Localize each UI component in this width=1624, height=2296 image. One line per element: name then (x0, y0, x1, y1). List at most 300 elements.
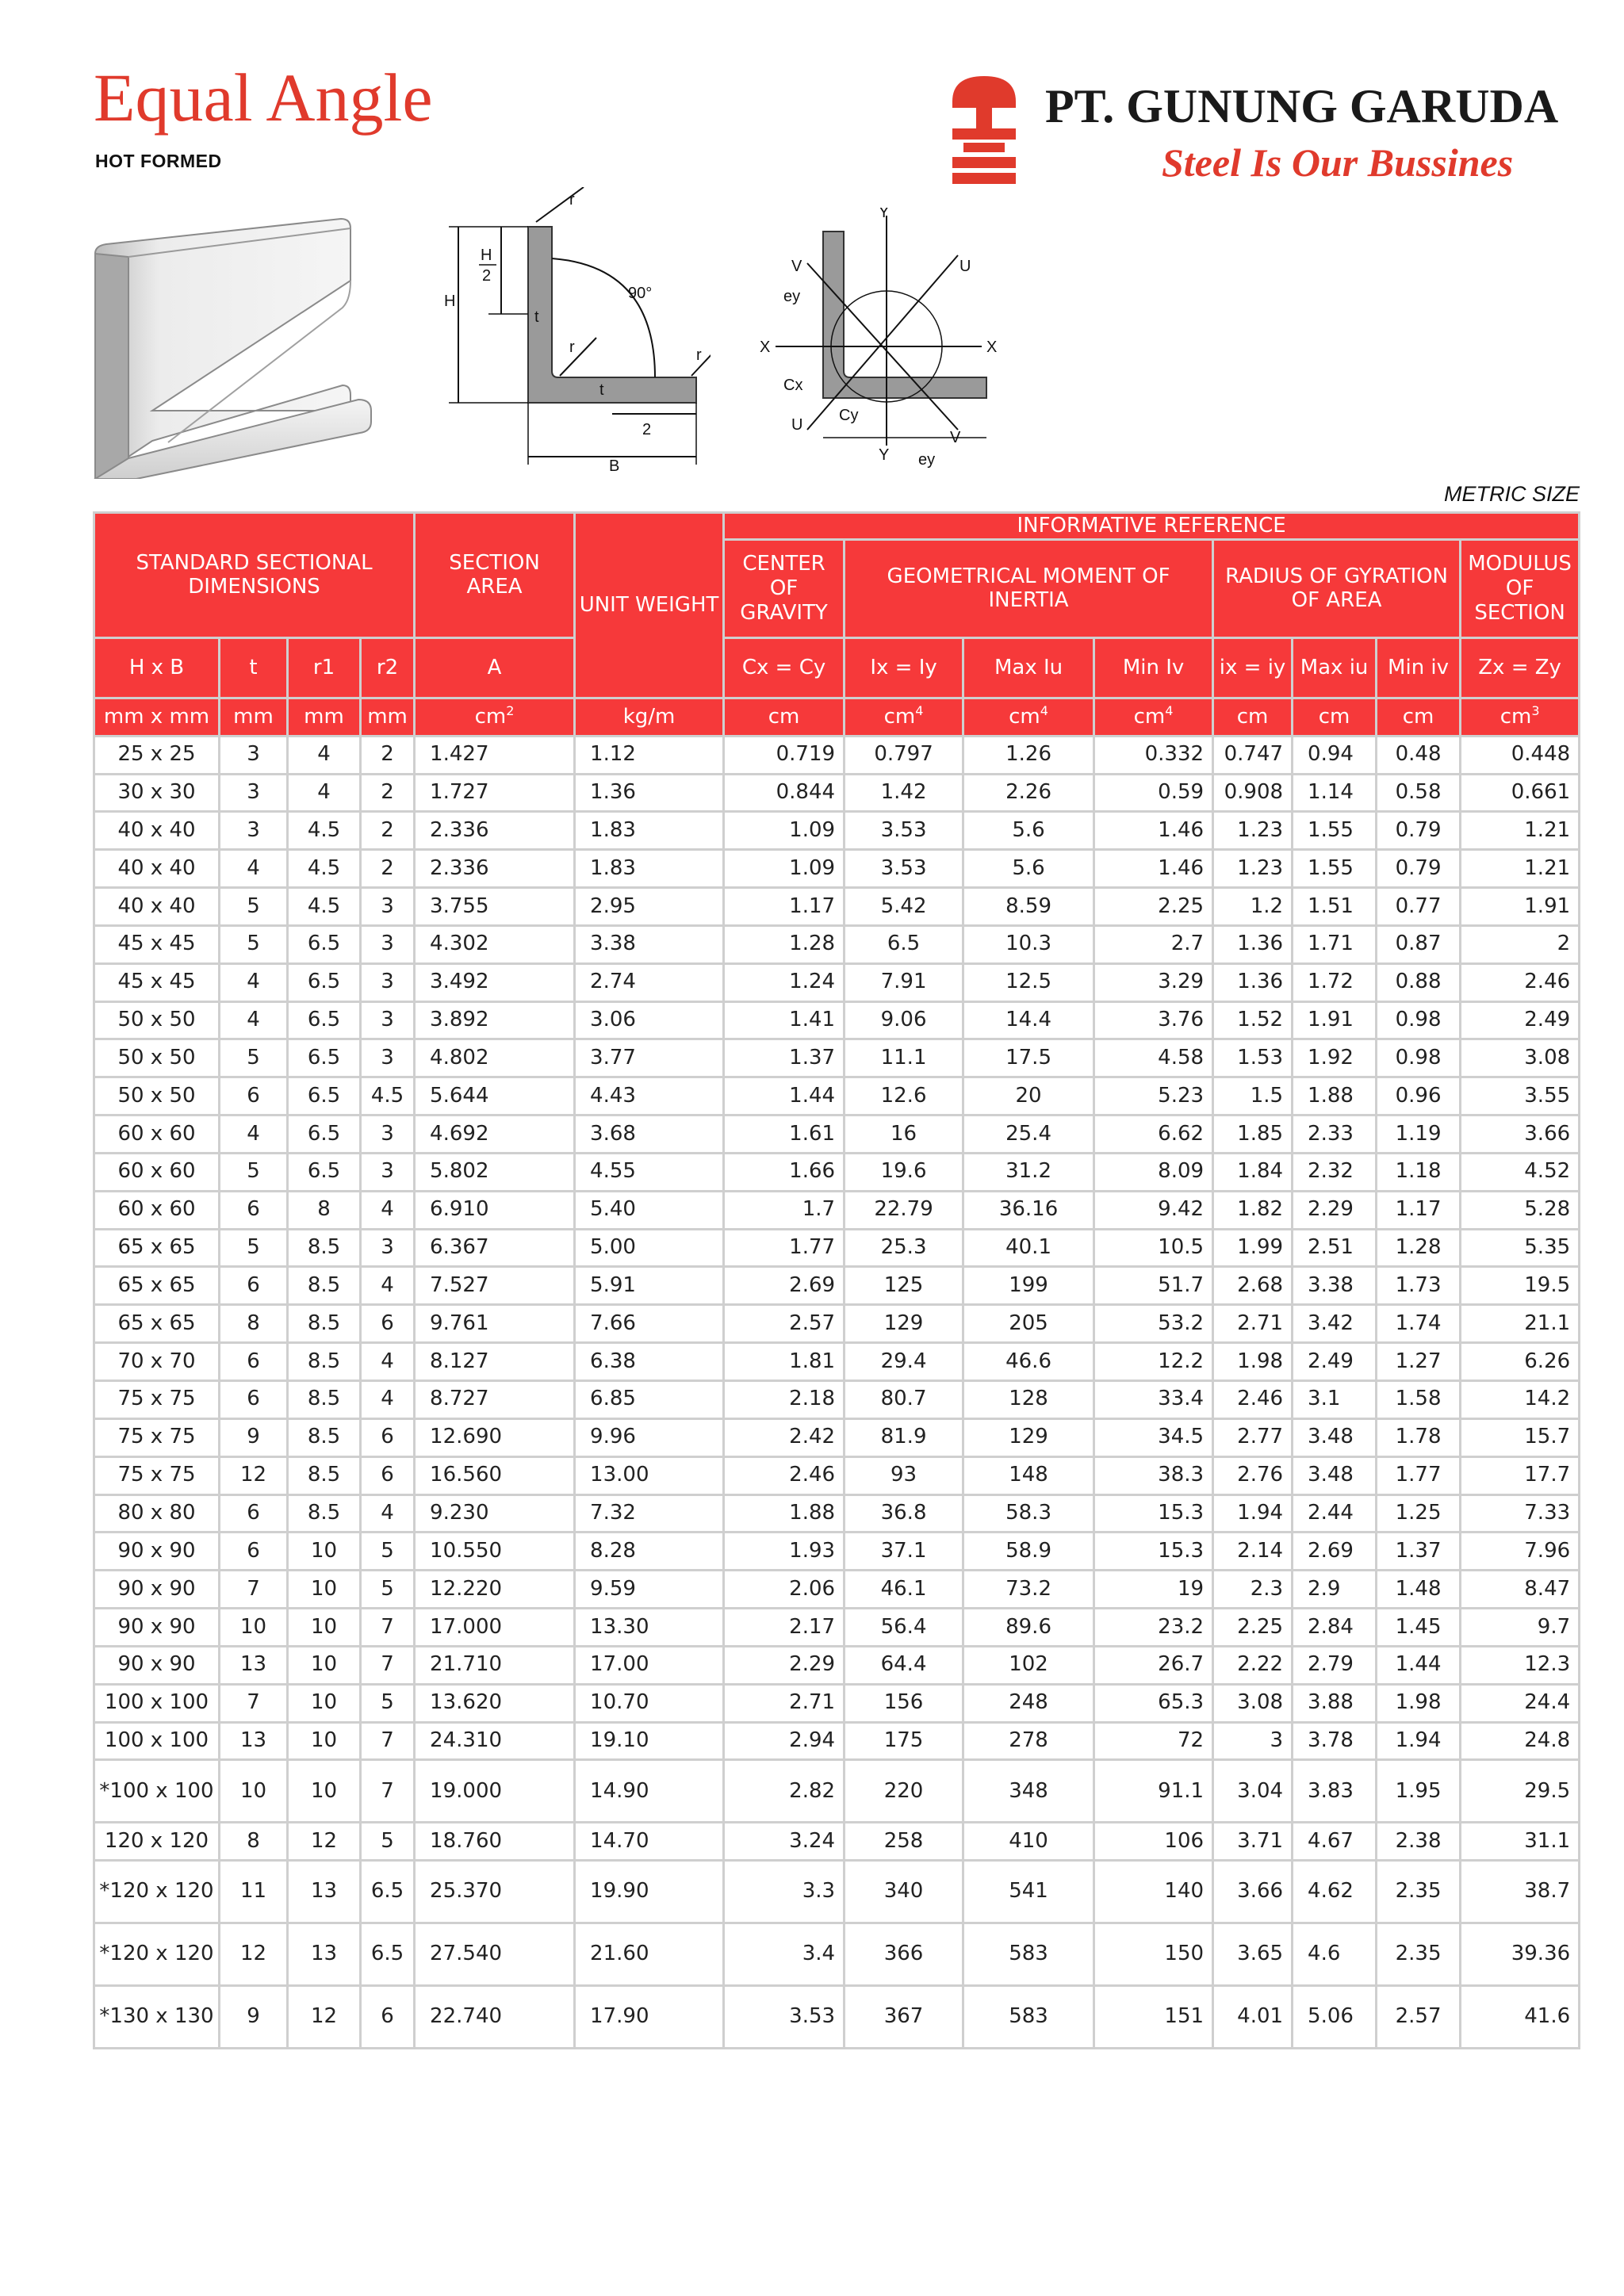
symbol-cx-cy: Cx = Cy (724, 637, 845, 698)
table-cell: 348 (963, 1760, 1094, 1823)
table-cell: 5 (220, 888, 288, 926)
table-cell: 4.55 (575, 1153, 724, 1191)
unit-gu: cm (1293, 698, 1377, 736)
table-cell: 12 (220, 1923, 288, 1986)
table-cell: 5.28 (1461, 1191, 1580, 1229)
unit-z: $cm^3$ (1461, 698, 1580, 736)
table-cell: 1.17 (724, 888, 845, 926)
table-cell: 21.1 (1461, 1305, 1580, 1343)
table-cell: 25.370 (415, 1861, 575, 1923)
angle-label: 90° (628, 285, 653, 302)
table-cell: 199 (963, 1267, 1094, 1305)
table-cell: 65 x 65 (94, 1267, 220, 1305)
table-cell: 2 (361, 774, 415, 812)
table-cell: 20 (963, 1077, 1094, 1115)
table-cell: 4 (361, 1191, 415, 1229)
table-cell: 80.7 (845, 1381, 963, 1419)
table-cell: 9.230 (415, 1494, 575, 1533)
table-cell: 25.3 (845, 1229, 963, 1267)
table-cell: 1.88 (724, 1494, 845, 1533)
table-cell: 1.46 (1094, 812, 1213, 850)
table-cell: 2.29 (724, 1646, 845, 1684)
table-cell: 65 x 65 (94, 1305, 220, 1343)
table-cell: 3.83 (1293, 1760, 1377, 1823)
table-cell: 8.127 (415, 1343, 575, 1381)
table-cell: 29.5 (1461, 1760, 1580, 1823)
table-cell: 7 (361, 1760, 415, 1823)
table-cell: 2 (361, 736, 415, 774)
table-cell: 4 (361, 1494, 415, 1533)
table-cell: 3.06 (575, 1001, 724, 1039)
table-cell: 120 x 120 (94, 1823, 220, 1861)
table-cell: 8 (220, 1823, 288, 1861)
table-cell: 9.59 (575, 1571, 724, 1609)
table-cell: 5.40 (575, 1191, 724, 1229)
table-cell: 73.2 (963, 1571, 1094, 1609)
table-cell: 16.560 (415, 1456, 575, 1494)
table-cell: 65 x 65 (94, 1229, 220, 1267)
h-half-denominator: 2 (482, 267, 492, 285)
symbol-a: A (415, 637, 575, 698)
table-cell: 10 (288, 1533, 361, 1571)
table-row (94, 888, 1580, 926)
table-cell: 6 (220, 1494, 288, 1533)
unit-gv: cm (1377, 698, 1461, 736)
table-cell: 541 (963, 1861, 1094, 1923)
table-cell: 6.5 (845, 925, 963, 963)
table-cell: 30 x 30 (94, 774, 220, 812)
table-cell: 10 (288, 1609, 361, 1647)
table-cell: 2.42 (724, 1418, 845, 1456)
table-row (94, 1760, 1580, 1823)
table-cell: 17.90 (575, 1986, 724, 2049)
table-cell: 10.550 (415, 1533, 575, 1571)
table-cell: 1.21 (1461, 850, 1580, 888)
table-cell: 1.14 (1293, 774, 1377, 812)
table-row (94, 1039, 1580, 1077)
company-name: PT. GUNUNG GARUDA (1045, 80, 1559, 132)
table-cell: 8.5 (288, 1305, 361, 1343)
u-axis-label: U (959, 258, 971, 275)
table-cell: 1.46 (1094, 850, 1213, 888)
table-cell: 150 (1094, 1923, 1213, 1986)
table-cell: 2.22 (1213, 1646, 1293, 1684)
table-cell: 1.7 (724, 1191, 845, 1229)
table-cell: 14.2 (1461, 1381, 1580, 1419)
table-cell: 10 (288, 1722, 361, 1760)
table-cell: 19.5 (1461, 1267, 1580, 1305)
table-cell: 1.44 (1377, 1646, 1461, 1684)
table-cell: 4.692 (415, 1115, 575, 1154)
table-cell: 1.45 (1377, 1609, 1461, 1647)
table-cell: 1.48 (1377, 1571, 1461, 1609)
table-cell: 8.5 (288, 1381, 361, 1419)
table-cell: 1.53 (1213, 1039, 1293, 1077)
table-cell: 91.1 (1094, 1760, 1213, 1823)
table-cell: 2.46 (724, 1456, 845, 1494)
cy-label: Cy (839, 407, 859, 424)
table-cell: 16 (845, 1115, 963, 1154)
table-cell: 6 (220, 1077, 288, 1115)
table-cell: 0.79 (1377, 812, 1461, 850)
table-row (94, 1153, 1580, 1191)
table-cell: 0.79 (1377, 850, 1461, 888)
table-cell: 37.1 (845, 1533, 963, 1571)
table-row (94, 925, 1580, 963)
table-cell: 5 (220, 1229, 288, 1267)
table-cell: 14.90 (575, 1760, 724, 1823)
table-cell: 3.78 (1293, 1722, 1377, 1760)
table-cell: 3.48 (1293, 1418, 1377, 1456)
table-cell: 2.94 (724, 1722, 845, 1760)
table-cell: 5.91 (575, 1267, 724, 1305)
table-cell: 17.00 (575, 1646, 724, 1684)
table-cell: 3.29 (1094, 963, 1213, 1001)
table-cell: 2.18 (724, 1381, 845, 1419)
table-cell: 102 (963, 1646, 1094, 1684)
table-cell: 7 (220, 1571, 288, 1609)
table-cell: 80 x 80 (94, 1494, 220, 1533)
table-cell: 1.72 (1293, 963, 1377, 1001)
table-cell: 6.85 (575, 1381, 724, 1419)
spec-table-body (94, 736, 1580, 2049)
table-cell: 3 (361, 1001, 415, 1039)
table-cell: 2.32 (1293, 1153, 1377, 1191)
table-row (94, 1001, 1580, 1039)
table-cell: 1.66 (724, 1153, 845, 1191)
table-cell: 36.8 (845, 1494, 963, 1533)
table-cell: 5.00 (575, 1229, 724, 1267)
table-cell: 40 x 40 (94, 812, 220, 850)
garuda-logo-icon (948, 73, 1021, 197)
table-row (94, 1381, 1580, 1419)
table-cell: 128 (963, 1381, 1094, 1419)
table-cell: 6 (361, 1418, 415, 1456)
table-row (94, 1115, 1580, 1154)
table-cell: 2.69 (1293, 1533, 1377, 1571)
table-cell: 60 x 60 (94, 1153, 220, 1191)
table-cell: 4 (288, 736, 361, 774)
unit-iu: $cm^4$ (963, 698, 1094, 736)
table-cell: 3.88 (1293, 1684, 1377, 1722)
table-cell: *130 x 130 (94, 1986, 220, 2049)
table-cell: 10 (220, 1760, 288, 1823)
table-cell: 15.7 (1461, 1418, 1580, 1456)
company-logo (948, 70, 1582, 205)
table-cell: 10 (288, 1571, 361, 1609)
table-row (94, 1533, 1580, 1571)
table-cell: 13 (288, 1923, 361, 1986)
header-moment-of-inertia: GEOMETRICAL MOMENT OF INERTIA (845, 539, 1213, 637)
table-cell: 3 (1213, 1722, 1293, 1760)
table-cell: 2.74 (575, 963, 724, 1001)
table-cell: 25.4 (963, 1115, 1094, 1154)
table-row (94, 1229, 1580, 1267)
table-cell: 4.67 (1293, 1823, 1377, 1861)
table-cell: 2.84 (1293, 1609, 1377, 1647)
table-cell: 75 x 75 (94, 1418, 220, 1456)
table-cell: 1.27 (1377, 1343, 1461, 1381)
table-cell: 1.37 (724, 1039, 845, 1077)
table-cell: 1.2 (1213, 888, 1293, 926)
table-cell: 13.00 (575, 1456, 724, 1494)
table-cell: 89.6 (963, 1609, 1094, 1647)
table-cell: 13.30 (575, 1609, 724, 1647)
equal-angle-spec-table (93, 511, 1580, 2049)
table-cell: 1.28 (724, 925, 845, 963)
t-label-vertical: t (534, 308, 539, 326)
table-cell: 12.5 (963, 963, 1094, 1001)
table-cell: 12 (288, 1823, 361, 1861)
table-row (94, 850, 1580, 888)
header-section-area: SECTION AREA (415, 513, 575, 638)
page-subtitle: HOT FORMED (95, 151, 222, 171)
table-cell: 6.5 (361, 1923, 415, 1986)
table-row (94, 1646, 1580, 1684)
table-cell: 3 (361, 963, 415, 1001)
table-cell: 4.01 (1213, 1986, 1293, 2049)
table-cell: 1.18 (1377, 1153, 1461, 1191)
table-cell: 38.7 (1461, 1861, 1580, 1923)
table-cell: 7 (220, 1684, 288, 1722)
table-cell: 9.06 (845, 1001, 963, 1039)
table-cell: 12.2 (1094, 1343, 1213, 1381)
table-row (94, 1418, 1580, 1456)
table-cell: 8.5 (288, 1267, 361, 1305)
table-cell: 175 (845, 1722, 963, 1760)
table-cell: 19.000 (415, 1760, 575, 1823)
table-cell: 3.65 (1213, 1923, 1293, 1986)
table-cell: 1.37 (1377, 1533, 1461, 1571)
table-cell: 1.427 (415, 736, 575, 774)
table-cell: 2.25 (1213, 1609, 1293, 1647)
table-cell: 39.36 (1461, 1923, 1580, 1986)
table-cell: 75 x 75 (94, 1456, 220, 1494)
table-cell: 1.51 (1293, 888, 1377, 926)
r1-label: r (569, 339, 575, 356)
table-cell: 27.540 (415, 1923, 575, 1986)
table-cell: 45 x 45 (94, 963, 220, 1001)
table-cell: 3 (361, 925, 415, 963)
table-cell: 0.48 (1377, 736, 1461, 774)
table-cell: 13 (220, 1646, 288, 1684)
table-cell: 0.797 (845, 736, 963, 774)
table-cell: 50 x 50 (94, 1039, 220, 1077)
table-cell: 5 (361, 1571, 415, 1609)
table-cell: 2.38 (1377, 1823, 1461, 1861)
table-cell: 2.82 (724, 1760, 845, 1823)
table-cell: *100 x 100 (94, 1760, 220, 1823)
v-axis-label-bottom: V (950, 429, 961, 446)
table-row (94, 1305, 1580, 1343)
table-cell: 1.74 (1377, 1305, 1461, 1343)
table-cell: 46.6 (963, 1343, 1094, 1381)
table-cell: 8.5 (288, 1494, 361, 1533)
table-cell: 3 (220, 812, 288, 850)
unit-weight: kg/m (575, 698, 724, 736)
table-row (94, 1609, 1580, 1647)
table-cell: 583 (963, 1986, 1094, 2049)
table-cell: 15.3 (1094, 1533, 1213, 1571)
table-cell: 8 (220, 1305, 288, 1343)
table-cell: 5 (220, 925, 288, 963)
table-cell: 1.88 (1293, 1077, 1377, 1115)
table-row (94, 812, 1580, 850)
table-cell: 24.8 (1461, 1722, 1580, 1760)
table-cell: 50 x 50 (94, 1001, 220, 1039)
table-cell: 1.24 (724, 963, 845, 1001)
table-cell: 4 (361, 1381, 415, 1419)
ey-label-left: ey (783, 288, 801, 305)
table-cell: 4.43 (575, 1077, 724, 1115)
table-cell: 25 x 25 (94, 736, 220, 774)
table-cell: 1.21 (1461, 812, 1580, 850)
table-cell: 6.26 (1461, 1343, 1580, 1381)
table-cell: 0.96 (1377, 1077, 1461, 1115)
table-cell: 1.28 (1377, 1229, 1461, 1267)
table-cell: 1.78 (1377, 1418, 1461, 1456)
table-cell: 5.802 (415, 1153, 575, 1191)
table-cell: 3.38 (575, 925, 724, 963)
table-cell: 1.55 (1293, 850, 1377, 888)
table-cell: 8.09 (1094, 1153, 1213, 1191)
table-cell: 22.79 (845, 1191, 963, 1229)
table-cell: 1.23 (1213, 812, 1293, 850)
table-cell: 8.5 (288, 1229, 361, 1267)
table-cell: 21.710 (415, 1646, 575, 1684)
x-axis-label: X (986, 339, 998, 356)
symbol-r2: r2 (361, 637, 415, 698)
r2-label-end: r (696, 346, 702, 364)
table-cell: 3.55 (1461, 1077, 1580, 1115)
table-cell: 2.76 (1213, 1456, 1293, 1494)
table-cell: 2.3 (1213, 1571, 1293, 1609)
v-axis-label: V (791, 258, 802, 275)
symbol-ix-iy-radius: ix = iy (1213, 637, 1293, 698)
table-cell: 2.68 (1213, 1267, 1293, 1305)
table-cell: 1.41 (724, 1001, 845, 1039)
table-cell: 6.5 (288, 1153, 361, 1191)
table-cell: 2.49 (1461, 1001, 1580, 1039)
u-axis-label-bottom: U (791, 416, 803, 434)
table-cell: 7 (361, 1722, 415, 1760)
table-cell: 1.55 (1293, 812, 1377, 850)
h-half-label: H (481, 247, 492, 264)
table-cell: 4.5 (288, 812, 361, 850)
symbol-t: t (220, 637, 288, 698)
table-cell: 1.5 (1213, 1077, 1293, 1115)
table-cell: 8 (288, 1191, 361, 1229)
table-cell: 1.94 (1213, 1494, 1293, 1533)
table-row (94, 1684, 1580, 1722)
table-cell: 1.94 (1377, 1722, 1461, 1760)
table-cell: 3 (220, 736, 288, 774)
table-cell: 53.2 (1094, 1305, 1213, 1343)
table-row (94, 1456, 1580, 1494)
table-cell: 10 (288, 1684, 361, 1722)
table-cell: 4.5 (361, 1077, 415, 1115)
table-cell: 10.5 (1094, 1229, 1213, 1267)
table-cell: 3.76 (1094, 1001, 1213, 1039)
table-cell: 8.28 (575, 1533, 724, 1571)
table-cell: 2.57 (1377, 1986, 1461, 2049)
header-unit-weight: UNIT WEIGHT (575, 513, 724, 698)
table-cell: 33.4 (1094, 1381, 1213, 1419)
table-cell: 3.48 (1293, 1456, 1377, 1494)
table-cell: 10.70 (575, 1684, 724, 1722)
table-cell: 6.62 (1094, 1115, 1213, 1154)
table-cell: 15.3 (1094, 1494, 1213, 1533)
table-cell: 6.5 (288, 963, 361, 1001)
table-cell: 6.5 (288, 1077, 361, 1115)
table-cell: 17.000 (415, 1609, 575, 1647)
table-cell: 1.36 (1213, 925, 1293, 963)
metric-size-label: METRIC SIZE (1443, 482, 1580, 506)
table-cell: 46.1 (845, 1571, 963, 1609)
table-cell: 1.58 (1377, 1381, 1461, 1419)
symbol-max-iu: Max Iu (963, 637, 1094, 698)
table-row (94, 1923, 1580, 1986)
table-cell: 2 (361, 812, 415, 850)
table-cell: 156 (845, 1684, 963, 1722)
unit-area: $cm^2$ (415, 698, 575, 736)
table-cell: 1.19 (1377, 1115, 1461, 1154)
table-row (94, 1823, 1580, 1861)
table-cell: 3.04 (1213, 1760, 1293, 1823)
table-cell: 3.08 (1461, 1039, 1580, 1077)
unit-hxb: mm x mm (94, 698, 220, 736)
table-cell: 9.96 (575, 1418, 724, 1456)
table-cell: 70 x 70 (94, 1343, 220, 1381)
table-cell: 4.52 (1461, 1153, 1580, 1191)
table-cell: 17.7 (1461, 1456, 1580, 1494)
table-cell: 5 (220, 1153, 288, 1191)
t-label-horizontal: t (599, 381, 604, 399)
table-cell: 1.727 (415, 774, 575, 812)
table-cell: 0.448 (1461, 736, 1580, 774)
table-cell: 3.755 (415, 888, 575, 926)
table-cell: 0.98 (1377, 1039, 1461, 1077)
table-cell: 45 x 45 (94, 925, 220, 963)
table-cell: 81.9 (845, 1418, 963, 1456)
table-cell: 1.98 (1377, 1684, 1461, 1722)
table-cell: 2.79 (1293, 1646, 1377, 1684)
table-cell: 3.4 (724, 1923, 845, 1986)
table-cell: 9.7 (1461, 1609, 1580, 1647)
table-cell: 6 (220, 1267, 288, 1305)
unit-r2: mm (361, 698, 415, 736)
table-cell: 129 (963, 1418, 1094, 1456)
table-cell: 0.719 (724, 736, 845, 774)
table-cell: 11.1 (845, 1039, 963, 1077)
table-cell: 9 (220, 1418, 288, 1456)
table-cell: 4 (288, 774, 361, 812)
table-cell: 125 (845, 1267, 963, 1305)
table-cell: 13 (288, 1861, 361, 1923)
table-cell: 0.58 (1377, 774, 1461, 812)
table-cell: 4.302 (415, 925, 575, 963)
table-cell: 1.36 (1213, 963, 1293, 1001)
table-cell: 2.46 (1213, 1381, 1293, 1419)
table-cell: 1.81 (724, 1343, 845, 1381)
table-cell: 90 x 90 (94, 1646, 220, 1684)
table-cell: 3.892 (415, 1001, 575, 1039)
table-cell: 12.690 (415, 1418, 575, 1456)
table-cell: 2.25 (1094, 888, 1213, 926)
table-cell: 1.23 (1213, 850, 1293, 888)
table-cell: 6.38 (575, 1343, 724, 1381)
table-cell: 7.91 (845, 963, 963, 1001)
